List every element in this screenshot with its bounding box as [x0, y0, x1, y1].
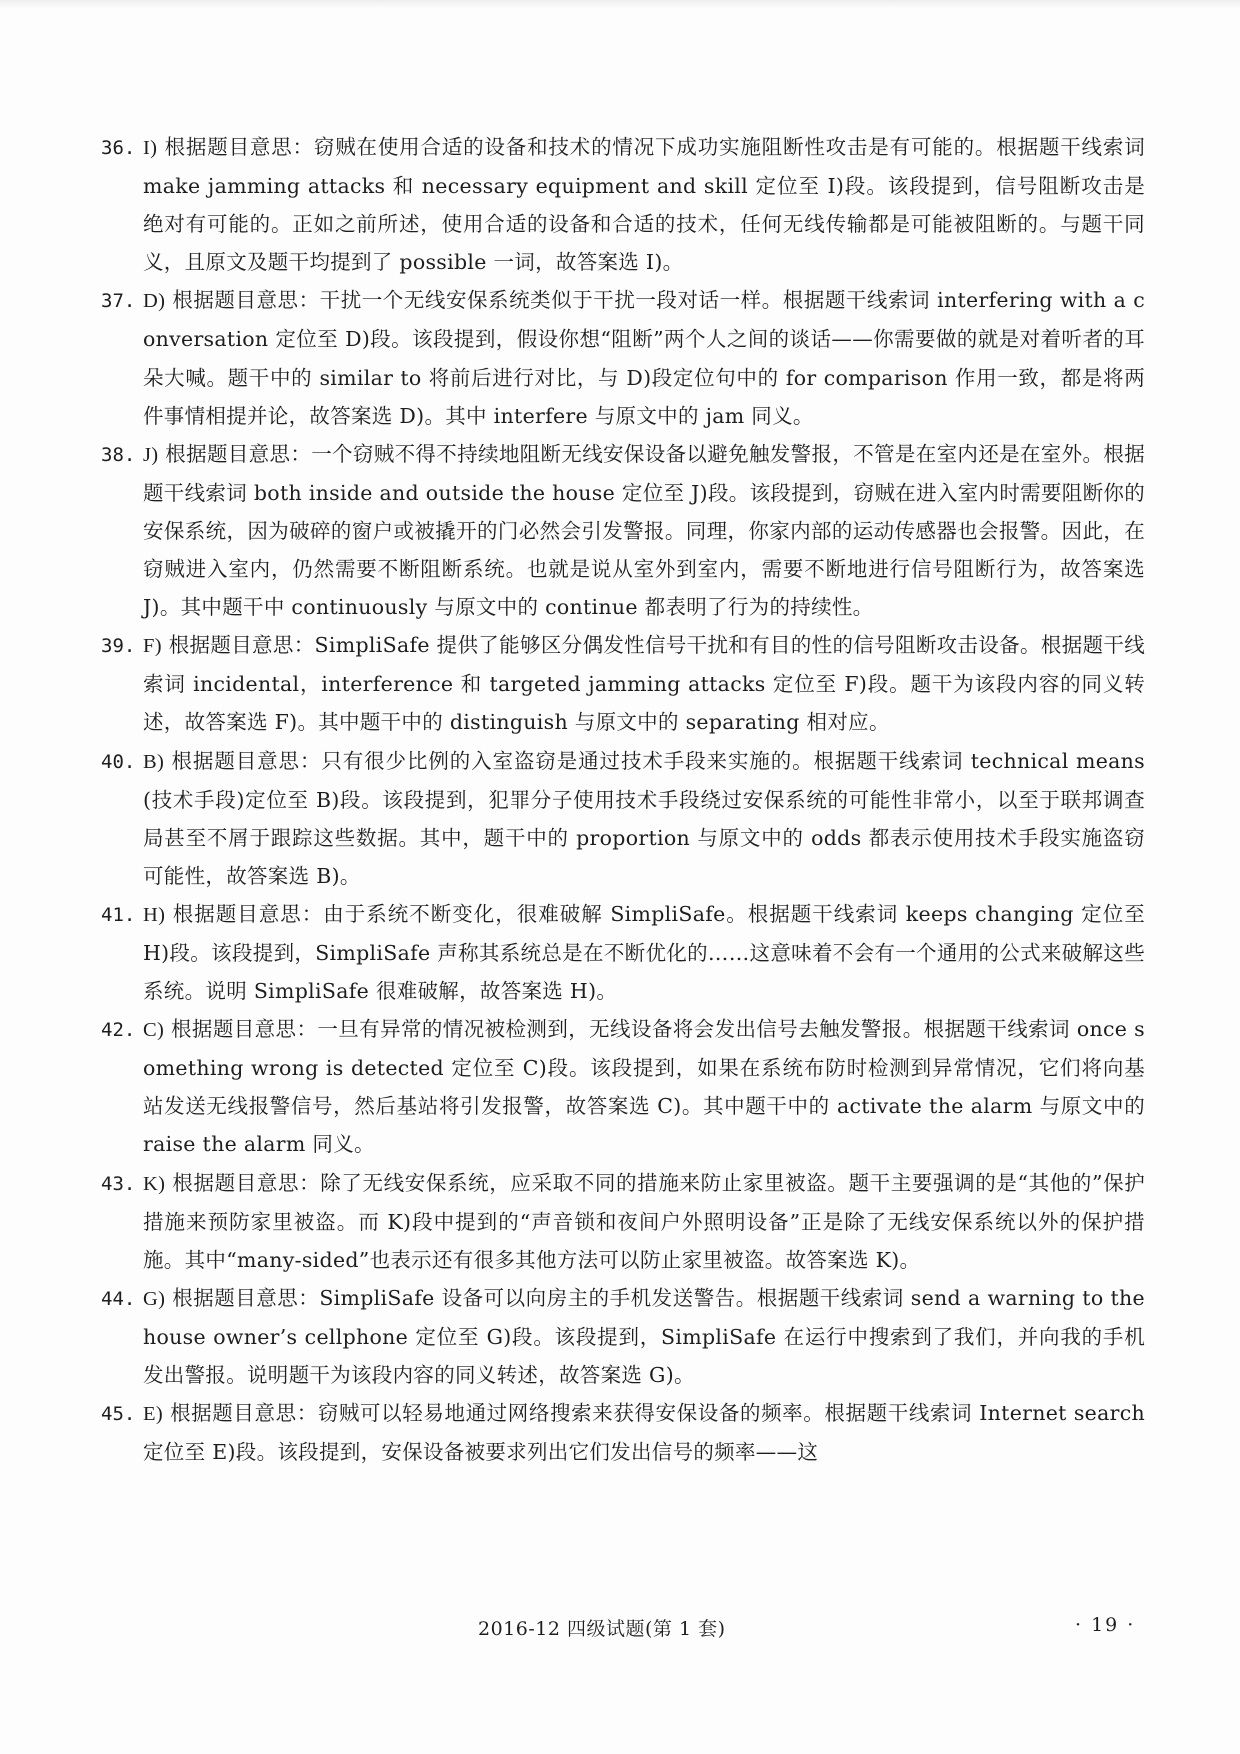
- answer-letter: K): [143, 1172, 166, 1195]
- explanation-text: 根据题目意思：窃贼在使用合适的设备和技术的情况下成功实施阻断性攻击是有可能的。根据题干线索词 make jamming attacks 和 necessary equipment and skill 定位至 I)段。该段提到，信号阻断攻击是绝对有可能的。正如之前所述，使用合适的设备和合适的技术，任何无线传输都是可能被阻断的。与题干同义，且原文及题干均提到了 possible 一词，故答案选 I)。: [143, 135, 1145, 275]
- answer-letter: D): [143, 290, 166, 313]
- explanation-text: 根据题目意思：窃贼可以轻易地通过网络搜索来获得安保设备的频率。根据题干线索词 Internet search 定位至 E)段。该段提到，安保设备被要求列出它们发出信号的频率——这: [143, 1401, 1145, 1465]
- question-number: 41.: [101, 903, 136, 926]
- explanation-item-36: [101, 128, 1145, 281]
- explanation-text: 根据题目意思：一个窃贼不得不持续地阻断无线安保设备以避免触发警报，不管是在室内还是在室外。根据题干线索词 both inside and outside the house 定位至 J)段。该段提到，窃贼在进入室内时需要阻断你的安保系统，因为破碎的窗户或被撬开的门必然会引发警报。同理，你家内部的运动传感器也会报警。因此，在窃贼进入室内，仍然需要不断阻断系统。也就是说从室外到室内，需要不断地进行信号阻断行为，故答案选 J)。其中题干中 continuously 与原文中的 continue 都表明了行为的持续性。: [143, 441, 1145, 620]
- explanation-text: 根据题目意思：SimpliSafe 设备可以向房主的手机发送警告。根据题干线索词 send a warning to the house owner’s cellphone 定位至 G)段。该段提到，SimpliSafe 在运行中搜索到了我们，并向我的手机发出警报。说明题干为该段内容的同义转述，故答案选 G)。: [143, 1285, 1145, 1387]
- explanation-text: 根据题目意思：除了无线安保系统，应采取不同的措施来防止家里被盗。题干主要强调的是“其他的”保护措施来预防家里被盗。而 K)段中提到的“声音锁和夜间户外照明设备”正是除了无线安保系统以外的保护措施。其中“many-sided”也表示还有很多其他方法可以防止家里被盗。故答案选 K)。: [143, 1170, 1145, 1272]
- question-number: 36.: [101, 137, 136, 159]
- explanation-item-43: [101, 1164, 1145, 1279]
- question-number: 45.: [101, 1403, 136, 1426]
- answer-letter: J): [143, 443, 159, 466]
- explanation-text: 根据题目意思：由于系统不断变化，很难破解 SimpliSafe。根据题干线索词 keeps changing 定位至 H)段。该段提到，SimpliSafe 声称其系统总是在不断优化的……这意味着不会有一个通用的公式来破解这些系统。说明 SimpliSafe 很难破解，故答案选 H)。: [143, 901, 1145, 1004]
- explanation-text: 根据题目意思：一旦有异常的情况被检测到，无线设备将会发出信号去触发警报。根据题干线索词 once something wrong is detected 定位至 C)段。该段提到，如果在系统布防时检测到异常情况，它们将向基站发送无线报警信号，然后基站将引发报警，故答案选 C)。其中题干中的 activate the alarm 与原文中的 raise the alarm 同义。: [143, 1017, 1145, 1157]
- page-number: · 19 ·: [1075, 1614, 1136, 1636]
- explanation-item-41: [101, 895, 1145, 1010]
- answer-letter: G): [143, 1287, 166, 1310]
- answer-letter: F): [143, 635, 162, 658]
- explanation-text: 根据题目意思：SimpliSafe 提供了能够区分偶发性信号干扰和有目的性的信号阻断攻击设备。根据题干线索词 incidental，interference 和 targeted jamming attacks 定位至 F)段。题干为该段内容的同义转述，故答案选 F)。其中题干中的 distinguish 与原文中的 separating 相对应。: [143, 633, 1145, 735]
- answer-explanations: [101, 128, 1145, 1471]
- explanation-item-40: [101, 742, 1145, 895]
- question-number: 37.: [101, 290, 136, 313]
- explanation-text: 根据题目意思：只有很少比例的入室盗窃是通过技术手段来实施的。根据题干线索词 technical means(技术手段)定位至 B)段。该段提到，犯罪分子使用技术手段绕过安保系统的可能性非常小，以至于联邦调查局甚至不屑于跟踪这些数据。其中，题干中的 proportion 与原文中的 odds 都表示使用技术手段实施盗窃可能性，故答案选 B)。: [143, 748, 1145, 888]
- explanation-item-38: [101, 435, 1145, 626]
- explanation-item-44: [101, 1279, 1145, 1394]
- answer-letter: I): [143, 137, 158, 159]
- answer-letter: B): [143, 750, 165, 773]
- answer-letter: C): [143, 1019, 165, 1042]
- question-number: 38.: [101, 443, 136, 466]
- page-footer: [0, 1614, 1240, 1648]
- explanation-item-42: [101, 1010, 1145, 1163]
- footer-exam-title: 2016-12 四级试题(第 1 套): [478, 1618, 726, 1640]
- explanation-text: 根据题目意思：干扰一个无线安保系统类似于干扰一段对话一样。根据题干线索词 interfering with a conversation 定位至 D)段。该段提到，假设你想“阻断”两个人之间的谈话——你需要做的就是对着听者的耳朵大喊。题干中的 similar to 将前后进行对比，与 D)段定位句中的 for comparison 作用一致，都是将两件事情相提并论，故答案选 D)。其中 interfere 与原文中的 jam 同义。: [143, 288, 1145, 428]
- scan-edge: [0, 0, 1240, 8]
- question-number: 44.: [101, 1287, 136, 1310]
- question-number: 39.: [101, 635, 136, 658]
- explanation-item-45: [101, 1394, 1145, 1471]
- explanation-item-37: [101, 281, 1145, 434]
- question-number: 40.: [101, 750, 136, 773]
- answer-letter: H): [143, 903, 166, 926]
- question-number: 42.: [101, 1019, 136, 1042]
- answer-letter: E): [143, 1403, 163, 1426]
- question-number: 43.: [101, 1172, 136, 1195]
- explanation-item-39: [101, 626, 1145, 741]
